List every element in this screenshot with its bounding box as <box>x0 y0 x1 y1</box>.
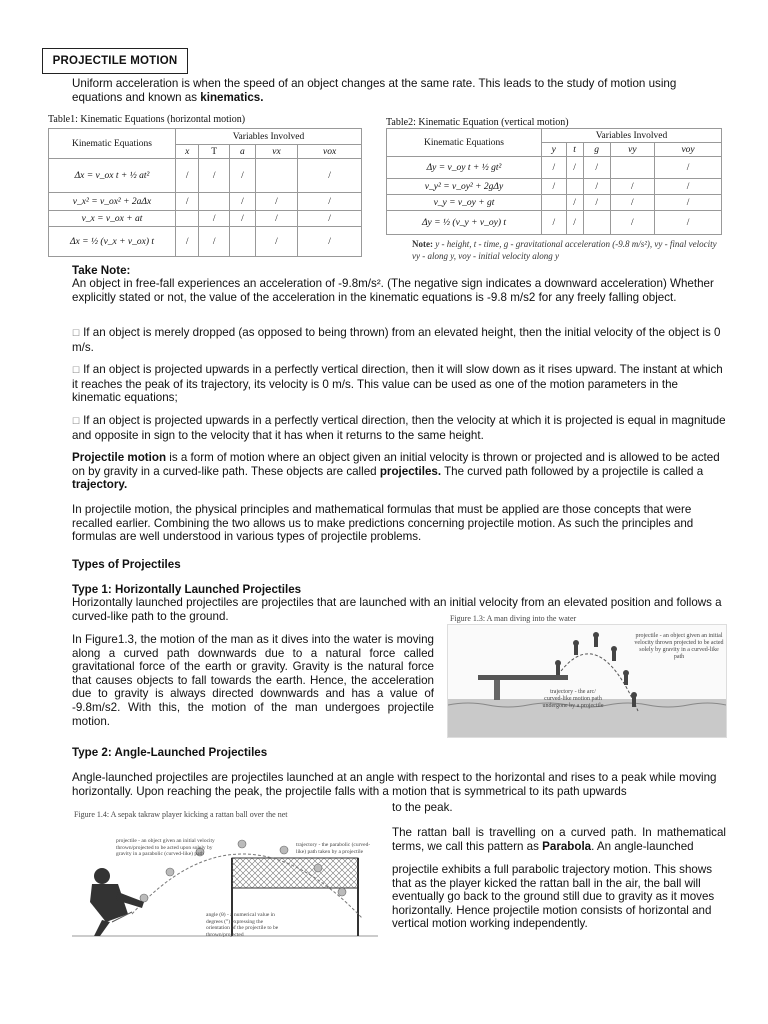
table2-equation: v_y = v_oy + gt <box>387 195 542 211</box>
table-cell: / <box>176 227 199 257</box>
table1-header-variables: Variables Involved <box>176 129 362 145</box>
table-cell: / <box>583 157 610 179</box>
table-cell: / <box>298 211 362 227</box>
paragraph-text: The rattan ball is travelling on a curved path. In mathematical terms, we call this pattern as <box>392 826 726 853</box>
table2-equation: Δy = v_oy t + ½ gt² <box>387 157 542 179</box>
table-cell: / <box>583 195 610 211</box>
type1-heading: Type 1: Horizontally Launched Projectiles <box>72 583 302 596</box>
table2-var-header: g <box>583 143 610 157</box>
term: Parabola <box>542 839 592 853</box>
table-cell: / <box>566 157 583 179</box>
table-cell: / <box>229 211 255 227</box>
checkbox-bullet-icon: ☐ <box>72 365 81 375</box>
bullet-text: If an object is projected upwards in a perfectly vertical direction, then it will slow down as it rises upward. The instant at which it reaches the peak of its trajectory, its velocity is 0 m/s. This value can be used as one of the motion parameters in the kinematic equations; <box>72 363 723 405</box>
table1-equation: v_x = v_ox + at <box>49 211 176 227</box>
table1-var-header: x <box>176 145 199 159</box>
table1-equation: Δx = v_ox t + ½ at² <box>49 159 176 193</box>
table-cell: / <box>542 157 567 179</box>
table-cell: / <box>199 227 230 257</box>
table-cell: / <box>610 179 654 195</box>
table-cell: / <box>610 211 654 235</box>
note-label: Note: <box>412 239 433 249</box>
table2-note <box>412 238 726 262</box>
term: Projectile motion <box>72 451 167 464</box>
table-cell <box>610 157 654 179</box>
table1-equation: Δx = ½ (v_x + v_ox) t <box>49 227 176 257</box>
table-cell: / <box>655 211 722 235</box>
table-cell <box>566 179 583 195</box>
table-cell <box>229 227 255 257</box>
table1-horizontal-kinematics <box>48 128 362 257</box>
figure-1-3-diver-illustration <box>447 624 727 738</box>
figure-1-4-sepak-takraw-illustration <box>72 822 378 940</box>
table-cell <box>255 159 297 193</box>
table2-caption: Table2: Kinematic Equation (vertical motion) <box>386 117 569 128</box>
term: projectiles. <box>379 464 442 478</box>
table-cell <box>199 193 230 211</box>
table-cell: / <box>655 195 722 211</box>
bullet-text: If an object is projected upwards in a perfectly vertical direction, then the velocity at which it is projected is equal in magnitude and opposite in sign to the velocity that it has when it returns to the same height. <box>72 414 726 442</box>
table2-var-header: y <box>542 143 567 157</box>
table-cell: / <box>176 159 199 193</box>
table-cell: / <box>566 211 583 235</box>
types-heading: Types of Projectiles <box>72 558 181 571</box>
figure-1-4-caption: Figure 1.4: A sepak takraw player kicking a rattan ball over the net <box>74 810 288 819</box>
table-cell: / <box>655 157 722 179</box>
table-cell <box>583 211 610 235</box>
table-cell: / <box>298 227 362 257</box>
table-cell: / <box>255 211 297 227</box>
table-cell <box>542 195 567 211</box>
bullet-text: If an object is merely dropped (as opposed to being thrown) from an elevated height, then the initial velocity of the object is 0 m/s. <box>72 326 721 354</box>
table2-var-header: voy <box>655 143 722 157</box>
type2-description-end: to the peak. <box>392 801 453 814</box>
figure-1-4-trajectory-label: trajectory - the parabolic (curved-like) path taken by a projectile <box>296 842 371 855</box>
intro-paragraph <box>72 77 724 104</box>
type1-description: Horizontally launched projectiles are projectiles that are launched with an initial velocity from an elevated position and follows a curved-like path to the ground. <box>72 596 722 623</box>
table-row <box>49 211 362 227</box>
table1-var-header: a <box>229 145 255 159</box>
figure-1-4-projectile-label: projectile - an object given an initial velocity thrown/projected to be acted upon solely by gravity in a parabolic (curved-like) path <box>116 838 215 857</box>
checkbox-bullet-icon: ☐ <box>72 328 81 338</box>
term: trajectory. <box>72 478 128 492</box>
type1-figure-paragraph: In Figure1.3, the motion of the man as it dives into the water is moving along a curved path downwards due to a natural force called gravitational force of the earth or gravity. Gravity is the natural force that causes objects to fall towards the earth. Hence, the acceleration due to gravity is always directed downwards and has a value of -9.8m/s2. With this, the motion of the man undergoes projectile motion. <box>72 633 434 728</box>
table1-header-equations: Kinematic Equations <box>49 129 176 159</box>
table-cell: / <box>229 159 255 193</box>
figure-1-3-trajectory-label: trajectory - the arc/ curved-like motion path undergone by a projectile <box>542 689 604 709</box>
table2-vertical-kinematics <box>386 128 722 235</box>
table1-equation: v_x² = v_ox² + 2aΔx <box>49 193 176 211</box>
table-cell: / <box>199 211 230 227</box>
table2-header-equations: Kinematic Equations <box>387 129 542 157</box>
intro-text: Uniform acceleration is when the speed of an object changes at the same rate. This leads to the study of motion using equations and known as <box>72 77 677 104</box>
rattan-ball-paragraph <box>392 826 726 853</box>
page-title: PROJECTILE MOTION <box>42 48 188 74</box>
table-cell: / <box>610 195 654 211</box>
table-cell: / <box>583 179 610 195</box>
take-note-line: An object in free-fall experiences an acceleration of -9.8m/s². (The negative sign indicates a downward acceleration) Whether explicitly stated or not, the value of the acceleration in the kinematic equations is -9.8 m/s2 for any freely falling object. <box>72 277 714 304</box>
table-cell: / <box>199 159 230 193</box>
rattan-ball-paragraph-continued: projectile exhibits a full parabolic trajectory motion. This shows that as the player kicked the rattan ball in the air, the ball will eventually go back to the ground still due to gravity as it moves horizontally. Hence projectile motion consists of horizontal and vertical motion working independently. <box>392 863 715 931</box>
table-row <box>387 211 722 235</box>
table-row <box>387 179 722 195</box>
table1-var-header: vx <box>255 145 297 159</box>
table1-var-header: vox <box>298 145 362 159</box>
projectile-definition <box>72 451 726 492</box>
type2-heading: Type 2: Angle-Launched Projectiles <box>72 746 268 759</box>
table2-equation: Δy = ½ (v_y + v_oy) t <box>387 211 542 235</box>
paragraph-text: . An angle-launched <box>591 839 694 853</box>
table2-var-header: t <box>566 143 583 157</box>
checkbox-bullet-icon: ☐ <box>72 416 81 426</box>
figure-1-4-angle-label: angle (θ) - a numerical value in degrees (°) expressing the orientation of the projectile to be thrown/projected <box>206 912 279 938</box>
table-row <box>49 159 362 193</box>
table-cell <box>176 211 199 227</box>
table-cell: / <box>542 179 567 195</box>
table-row <box>49 193 362 211</box>
note-text: y - height, t - time, g - gravitational acceleration (-9.8 m/s²), vy - final velocity vy - along y, voy - initial velocity along y <box>412 239 717 261</box>
table-row <box>387 157 722 179</box>
definition-text: is a form of motion where an object given an initial velocity is thrown or projected and is allowed to be acted on by gravity in a curved-like path. These objects are called <box>72 451 720 478</box>
principles-paragraph: In projectile motion, the physical principles and mathematical formulas that must be applied are those concepts that were recalled earlier. Combining the two allows us to make predictions concerning projectile motion. As such the principles and formulas are well understood in various types of projectile problems. <box>72 503 694 544</box>
bullet-item <box>72 326 726 354</box>
table-cell: / <box>298 193 362 211</box>
table-row <box>49 227 362 257</box>
type2-description: Angle-launched projectiles are projectiles launched at an angle with respect to the horizontal and rises to a peak while moving horizontally. Upon reaching the peak, the projectile falls with a motion that is symmetrical to its path upwards <box>72 771 717 798</box>
table1-var-header: T <box>199 145 230 159</box>
table-cell: / <box>566 195 583 211</box>
figure-1-3-projectile-label: projectile - an object given an initial velocity thrown projected to be acted solely by gravity in a curved-like path <box>634 633 724 660</box>
table-cell: / <box>655 179 722 195</box>
table-cell: / <box>542 211 567 235</box>
intro-keyword: kinematics. <box>200 90 264 104</box>
table2-var-header: vy <box>610 143 654 157</box>
bullet-item <box>72 363 726 405</box>
table1-caption: Table1: Kinematic Equations (horizontal motion) <box>48 114 246 125</box>
definition-text: The curved path followed by a projectile is called a <box>441 464 704 478</box>
table2-equation: v_y² = v_oy² + 2gΔy <box>387 179 542 195</box>
figure-1-3-caption: Figure 1.3: A man diving into the water <box>450 614 577 623</box>
table-row <box>387 195 722 211</box>
table-cell: / <box>255 193 297 211</box>
table-cell: / <box>229 193 255 211</box>
bullet-item <box>72 414 726 442</box>
table-cell: / <box>298 159 362 193</box>
table2-header-variables: Variables Involved <box>542 129 722 143</box>
table-cell: / <box>176 193 199 211</box>
table-cell: / <box>255 227 297 257</box>
take-note-heading: Take Note: <box>72 264 131 277</box>
